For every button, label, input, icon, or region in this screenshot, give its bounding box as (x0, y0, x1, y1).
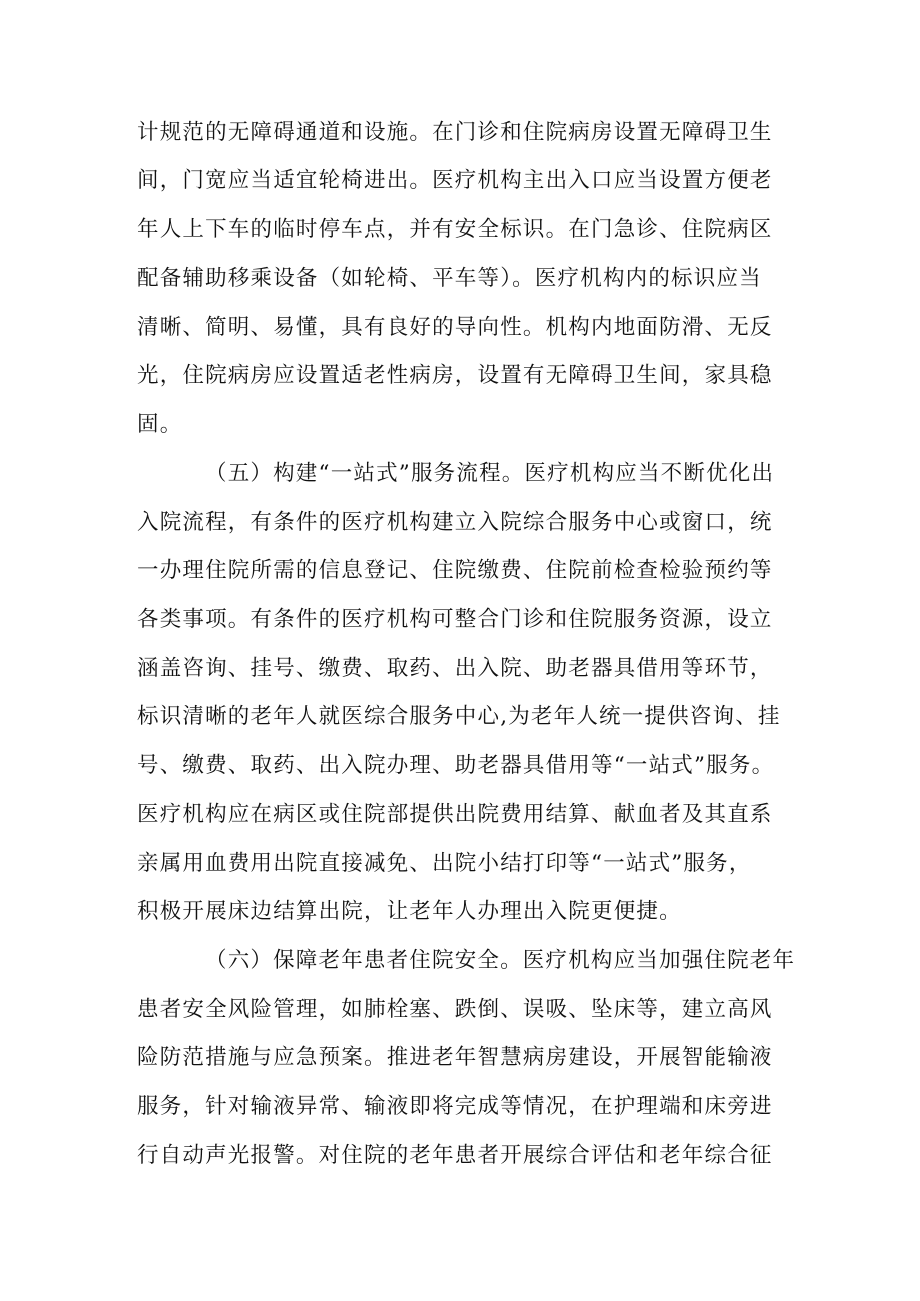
text-line: 号、缴费、取药、出入院办理、助老器具借用等“一站式”服务。 (137, 753, 775, 778)
text-line: 入院流程，有条件的医疗机构建立入院综合服务中心或窗口，统 (137, 510, 773, 535)
text-line: 积极开展床边结算出院，让老年人办理出入院更便捷。 (137, 899, 682, 924)
text-line: 医疗机构应在病区或住院部提供出院费用结算、献血者及其直系 (137, 802, 773, 827)
paragraph-heading-six: （六）保障老年患者住院安全。医疗机构应当加强住院老年 (205, 948, 796, 973)
text-line: 清晰、简明、易懂，具有良好的导向性。机构内地面防滑、无反 (137, 315, 773, 340)
text-line: 行自动声光报警。对住院的老年患者开展综合评估和老年综合征 (137, 1143, 773, 1168)
text-line: 患者安全风险管理，如肺栓塞、跌倒、误吸、坠床等，建立高风 (137, 997, 773, 1022)
text-line: 险防范措施与应急预案。推进老年智慧病房建设，开展智能输液 (137, 1045, 773, 1070)
text-line: 配备辅助移乘设备（如轮椅、平车等）。医疗机构内的标识应当 (137, 266, 762, 291)
text-line: 计规范的无障碍通道和设施。在门诊和住院病房设置无障碍卫生 (137, 120, 773, 145)
text-line: 光，住院病房应设置适老性病房，设置有无障碍卫生间，家具稳 (137, 363, 773, 388)
text-line: 一办理住院所需的信息登记、住院缴费、住院前检查检验预约等 (137, 558, 773, 583)
text-line: 服务，针对输液异常、输液即将完成等情况，在护理端和床旁进 (137, 1094, 773, 1119)
text-line: 亲属用血费用出院直接减免、出院小结打印等“一站式”服务， (137, 851, 752, 876)
text-line: 各类事项。有条件的医疗机构可整合门诊和住院服务资源，设立 (137, 607, 773, 632)
text-line: 固。 (137, 412, 183, 437)
text-line: 标识清晰的老年人就医综合服务中心,为老年人统一提供咨询、挂 (137, 704, 781, 729)
text-line: 间，门宽应当适宜轮椅进出。医疗机构主出入口应当设置方便老 (137, 168, 773, 193)
paragraph-heading-five: （五）构建“一站式”服务流程。医疗机构应当不断优化出 (205, 461, 775, 486)
text-line: 年人上下车的临时停车点，并有安全标识。在门急诊、住院病区 (137, 217, 773, 242)
text-line: 涵盖咨询、挂号、缴费、取药、出入院、助老器具借用等环节， (137, 656, 773, 681)
